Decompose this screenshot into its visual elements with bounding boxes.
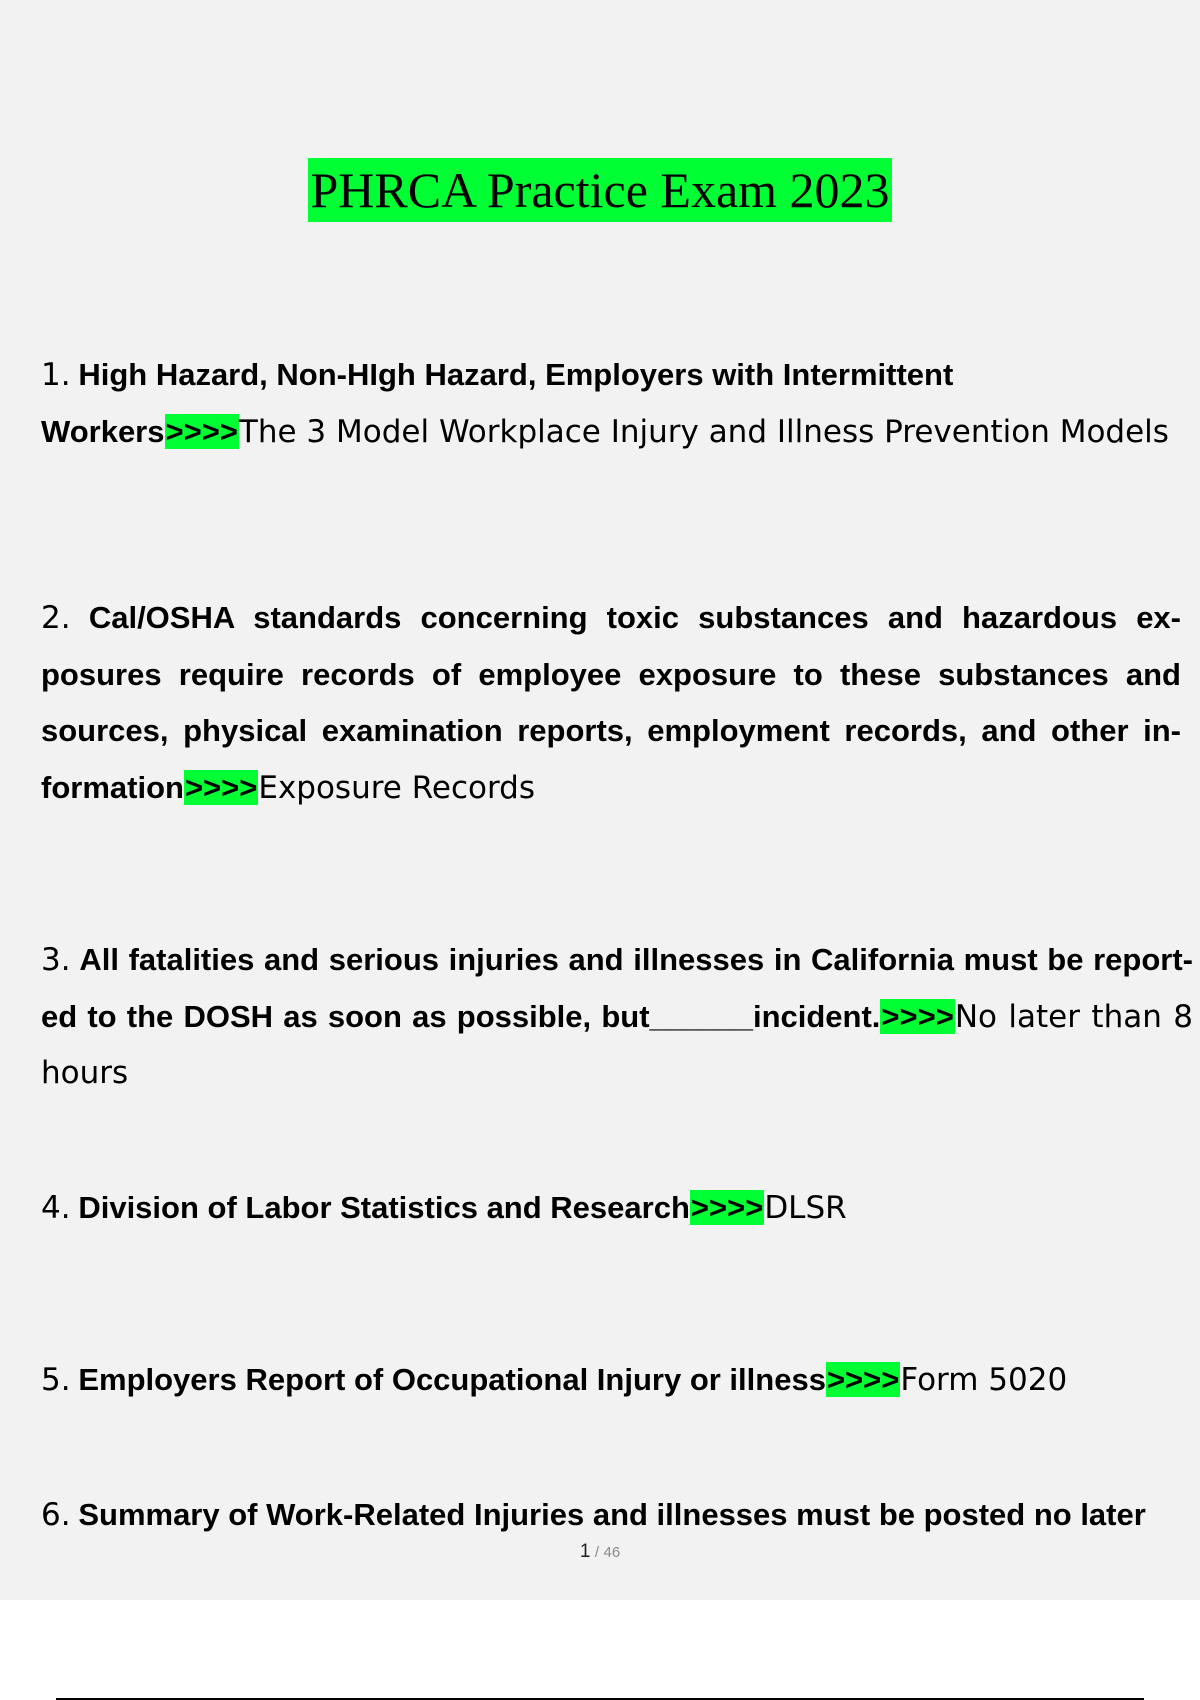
question-item [41,932,1193,1102]
question-number: 5. [41,1362,71,1398]
current-page-number: 1 [579,1541,591,1562]
page-title: PHRCA Practice Exam 2023 [308,158,891,222]
title-container [0,158,1200,222]
question-text: Cal/OSHA standards concerning toxic substances and hazardous ex- posures require records of employee exposure to these substances and sources, physical examination reports, employment records, and other in- formation [41,600,1181,805]
question-text: All fatalities and serious injuries and illnesses in California must be report- ed to the DOSH as soon as possible, but______incident. [41,942,1193,1034]
answer-arrow-highlight: >>>> [165,413,238,449]
question-text: High Hazard, Non-HIgh Hazard, Employers with Intermittent Workers [41,357,954,449]
question-item [41,1352,1193,1409]
question-text: Employers Report of Occupational Injury or illness [78,1362,826,1397]
page-indicator [0,1541,1200,1563]
question-item [41,1487,1193,1544]
page-separator: / [594,1544,600,1561]
answer-text: No later than 8 hours [41,998,1194,1091]
answer-text: Form 5020 [900,1362,1068,1398]
question-item [41,347,1193,460]
total-pages: 46 [603,1544,621,1561]
answer-arrow-highlight: >>>> [826,1362,900,1397]
question-number: 3. [41,942,71,978]
question-text: Division of Labor Statistics and Research [78,1190,690,1225]
answer-text: The 3 Model Workplace Injury and Illness Prevention Models [238,413,1169,450]
question-item [41,1180,1193,1237]
question-text: Summary of Work-Related Injuries and illnesses must be posted no later [78,1497,1146,1532]
answer-text: Exposure Records [258,769,535,806]
answer-arrow-highlight: >>>> [690,1190,764,1225]
question-number: 4. [41,1190,71,1226]
answer-arrow-highlight: >>>> [184,769,258,805]
question-item [41,590,1181,816]
answer-text: DLSR [764,1190,847,1226]
question-number: 1. [41,357,71,393]
answer-arrow-highlight: >>>> [881,998,954,1034]
question-number: 2. [41,600,71,636]
question-number: 6. [41,1497,71,1533]
